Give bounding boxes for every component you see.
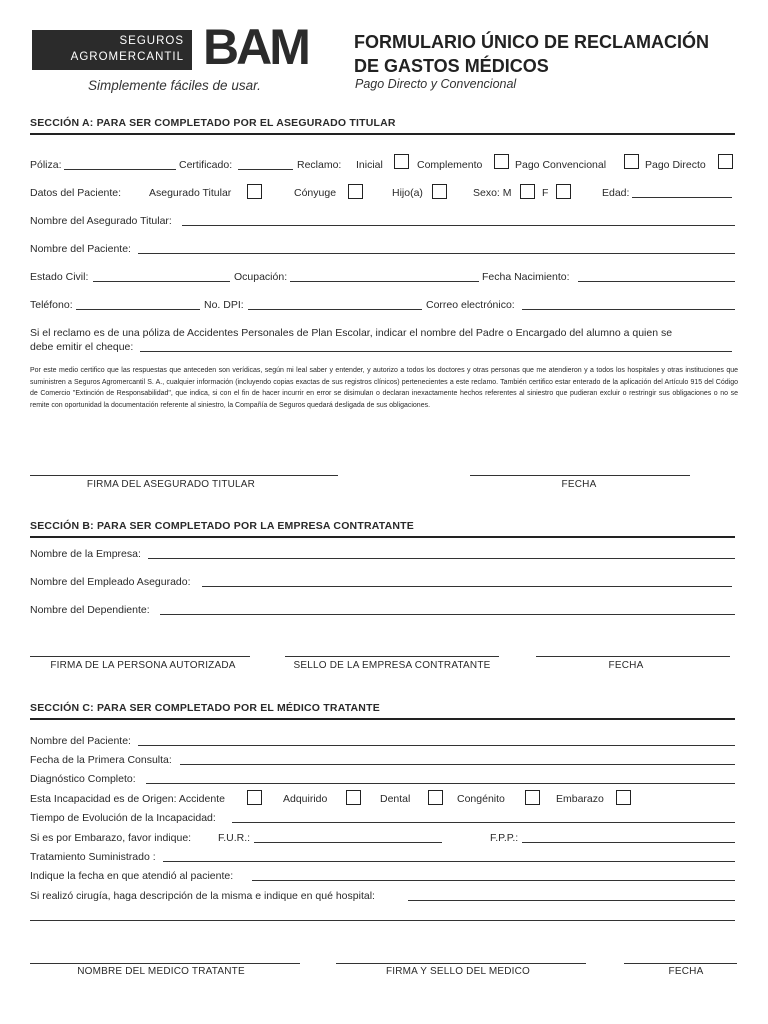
section-a-title: SECCIÓN A: PARA SER COMPLETADO POR EL ASEGURADO TITULAR [30,117,396,129]
ocupacion-label: Ocupación: [234,271,288,283]
fecha-a-label: FECHA [561,479,597,490]
diagnostico-field[interactable] [146,772,735,784]
diagnostico-label: Diagnóstico Completo: [30,773,136,785]
ocupacion-field[interactable] [290,270,479,282]
fecha-a-line[interactable] [470,475,690,476]
asegurado-titular-checkbox[interactable] [247,184,262,199]
datos-paciente-label: Datos del Paciente: [30,187,122,199]
dpi-label: No. DPI: [204,299,244,311]
dpi-field[interactable] [248,298,422,310]
empresa-field[interactable] [148,547,735,559]
adquirido-checkbox[interactable] [346,790,361,805]
congenito-checkbox[interactable] [525,790,540,805]
section-b-title: SECCIÓN B: PARA SER COMPLETADO POR LA EMPRESA CONTRATANTE [30,520,414,532]
inicial-label: Inicial [356,159,383,171]
congenito-label: Congénito [457,793,505,805]
escolar-text-1: Si el reclamo es de una póliza de Accidentes Personales de Plan Escolar, indicar el nombre del Padre o Encargado del alumno a quien se [30,327,673,339]
brand-tagline: Simplemente fáciles de usar. [88,78,261,93]
evolucion-field[interactable] [232,811,735,823]
edad-field[interactable] [632,186,732,198]
tratamiento-field[interactable] [163,850,735,862]
fecha-nacimiento-label: Fecha Nacimiento: [482,271,570,283]
fecha-b-line[interactable] [536,656,730,657]
section-c-title: SECCIÓN C: PARA SER COMPLETADO POR EL MÉDICO TRATANTE [30,702,380,714]
pago-directo-checkbox[interactable] [718,154,733,169]
section-c-divider [30,718,735,720]
fecha-b-label: FECHA [608,660,644,671]
poliza-field[interactable] [64,158,176,170]
firma-asegurado-label: FIRMA DEL ASEGURADO TITULAR [86,479,256,490]
fecha-c-line[interactable] [624,963,737,964]
medico-firma-line[interactable] [336,963,586,964]
nombre-paciente-label: Nombre del Paciente: [30,243,131,255]
dental-checkbox[interactable] [428,790,443,805]
reclamo-label: Reclamo: [297,159,342,171]
certificado-label: Certificado: [179,159,233,171]
bam-logo: BAM [203,19,308,75]
fur-label: F.U.R.: [218,832,251,844]
sello-empresa-line[interactable] [285,656,499,657]
pago-directo-label: Pago Directo [645,159,706,171]
fur-field[interactable] [254,831,442,843]
fpp-label: F.P.P.: [490,832,519,844]
origen-accidente-label: Esta Incapacidad es de Origen: Accidente [30,793,225,805]
primera-consulta-label: Fecha de la Primera Consulta: [30,754,172,766]
form-title-line1: FORMULARIO ÚNICO DE RECLAMACIÓN [354,32,709,52]
cirugia-label: Si realizó cirugía, haga descripción de la misma e indique en qué hospital: [30,890,375,902]
hijo-label: Hijo(a) [392,187,423,199]
medico-nombre-label: NOMBRE DEL MEDICO TRATANTE [77,966,245,977]
fecha-nacimiento-field[interactable] [578,270,735,282]
firma-autorizada-label: FIRMA DE LA PERSONA AUTORIZADA [50,660,236,671]
primera-consulta-field[interactable] [180,753,735,765]
nombre-asegurado-label: Nombre del Asegurado Titular: [30,215,172,227]
dependiente-field[interactable] [160,603,735,615]
empresa-label: Nombre de la Empresa: [30,548,141,560]
conyuge-checkbox[interactable] [348,184,363,199]
nombre-paciente-field[interactable] [138,242,735,254]
empleado-field[interactable] [202,575,732,587]
sexo-m-label: Sexo: M [473,187,512,199]
accidente-checkbox[interactable] [247,790,262,805]
escolar-text-2: debe emitir el cheque: [30,341,134,353]
embarazo-checkbox[interactable] [616,790,631,805]
nombre-asegurado-field[interactable] [182,214,735,226]
estado-civil-field[interactable] [93,270,230,282]
section-b-divider [30,536,735,538]
medico-firma-label: FIRMA Y SELLO DEL MEDICO [385,966,531,977]
telefono-field[interactable] [76,298,200,310]
pago-convencional-checkbox[interactable] [624,154,639,169]
cirugia-field[interactable] [408,889,735,901]
correo-field[interactable] [522,298,735,310]
sexo-m-checkbox[interactable] [520,184,535,199]
correo-label: Correo electrónico: [426,299,515,311]
complemento-label: Complemento [417,159,483,171]
si-embarazo-label: Si es por Embarazo, favor indique: [30,832,192,844]
evolucion-label: Tiempo de Evolución de la Incapacidad: [30,812,216,824]
firma-autorizada-line[interactable] [30,656,250,657]
tratamiento-label: Tratamiento Suministrado : [30,851,156,863]
telefono-label: Teléfono: [30,299,73,311]
medico-nombre-line[interactable] [30,963,300,964]
brand-logo [32,30,192,70]
pago-convencional-label: Pago Convencional [515,159,607,171]
certificado-field[interactable] [238,158,293,170]
sello-empresa-label: SELLO DE LA EMPRESA CONTRATANTE [293,660,491,671]
brand-line1: SEGUROS [119,35,184,47]
sexo-f-checkbox[interactable] [556,184,571,199]
fecha-atendio-field[interactable] [252,869,735,881]
legal-certification: Por este medio certifico que las respuestas que anteceden son verídicas, según mi leal saber y entender, y autorizo a todos los doctores y otras personas que me atendieron y a todos los hospitales y otras instituciones que suministren a Seguros Agromercantil S. A., cualquier información (incluyendo copias exactas de sus registros clínicos) pertenecientes a este reclamo. También certifico estar enterado de la aplicación del Artículo 915 del Código de Comercio "Extinción de Responsabilidad", que indica, si con el fin de hacer incurrir en error se disimulan o declaran inexactamente hechos referentes al siniestro que pudieran excluir o restringir sus obligaciones o no se remite con oportunidad la documentación referente al siniestro, la Compañía de Seguros quedará desligada de sus obligaciones. [30,367,738,409]
hijo-checkbox[interactable] [432,184,447,199]
firma-asegurado-line[interactable] [30,475,338,476]
paciente-c-label: Nombre del Paciente: [30,735,131,747]
empleado-label: Nombre del Empleado Asegurado: [30,576,191,588]
edad-label: Edad: [602,187,630,199]
brand-line2: AGROMERCANTIL [70,51,184,63]
poliza-label: Póliza: [30,159,62,171]
complemento-checkbox[interactable] [494,154,509,169]
fecha-c-label: FECHA [668,966,704,977]
escolar-padre-field[interactable] [140,340,732,352]
form-title-line2: DE GASTOS MÉDICOS [354,56,549,76]
dental-label: Dental [380,793,411,805]
estado-civil-label: Estado Civil: [30,271,89,283]
fpp-field[interactable] [522,831,735,843]
form-subtitle: Pago Directo y Convencional [355,77,517,91]
asegurado-titular-label: Asegurado Titular [149,187,232,199]
adquirido-label: Adquirido [283,793,328,805]
fecha-atendio-label: Indique la fecha en que atendió al paciente: [30,870,234,882]
inicial-checkbox[interactable] [394,154,409,169]
cirugia-field-extra[interactable] [30,909,735,921]
dependiente-label: Nombre del Dependiente: [30,604,150,616]
section-a-divider [30,133,735,135]
conyuge-label: Cónyuge [294,187,337,199]
form-title [354,30,709,78]
paciente-c-field[interactable] [138,734,735,746]
sexo-f-label: F [542,187,549,199]
embarazo-label: Embarazo [556,793,604,805]
